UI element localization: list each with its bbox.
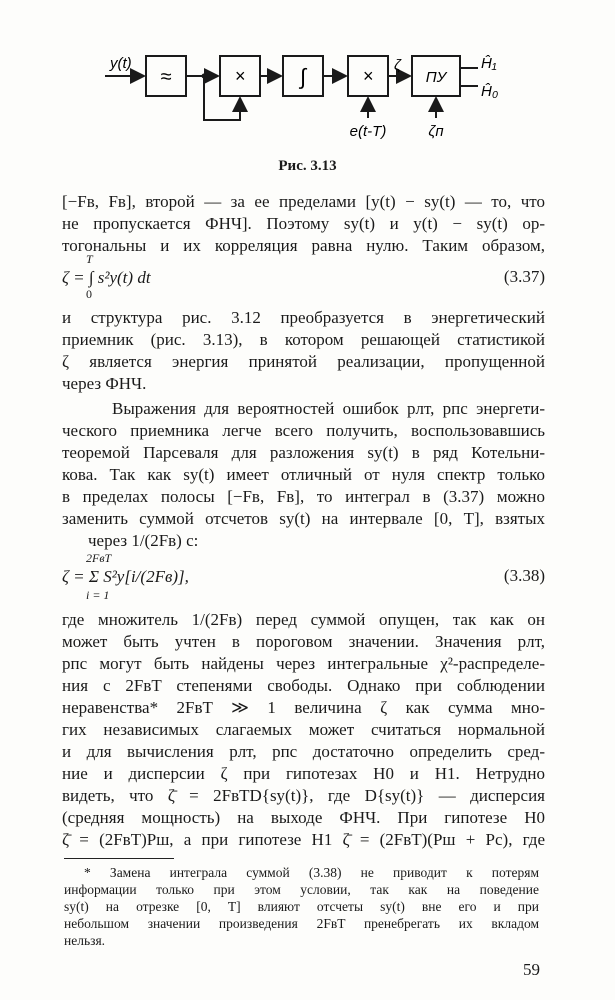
reference-label: e(t-T) xyxy=(349,123,387,140)
text-line: ния с 2FвT степенями свободы. Однако при соблюдении xyxy=(62,676,545,695)
footnote-line: небольшом значении произведения 2FвT пренебрегать их вкладом xyxy=(64,916,539,931)
eq38-upper-limit: 2FвT xyxy=(86,551,112,565)
eq38-number: (3.38) xyxy=(503,566,545,585)
zeta-label: ζ xyxy=(394,57,401,74)
text-line: ζ̄ = (2FвT)Pш, а при гипотезе H1 ζ̄ = (2FвT)(Pш + Pс), где xyxy=(62,830,545,849)
text-line: в пределах полосы [−Fв, Fв], то интеграл в (3.37) можно xyxy=(62,487,545,506)
decision-label: ПУ xyxy=(425,69,447,86)
text-line: может быть учтен в пороговом значении. Значения pлт, xyxy=(62,632,545,651)
text-line: теоремой Парсеваля для разложения sy(t) в ряд Котельни- xyxy=(62,443,545,462)
filter-symbol: ≈ xyxy=(160,66,172,88)
text-line: видеть, что ζ̄ = 2FвTD{sy(t)}, где D{sy(t)} — дисперсия xyxy=(62,786,545,805)
text-line: pпс могут быть найдены через интегральные χ²-распределе- xyxy=(62,654,545,673)
text-line: через ФНЧ. xyxy=(62,374,147,393)
text-line: гих независимых слагаемых может считаться нормальной xyxy=(62,720,545,739)
text-line: и для вычисления pлт, pпс достаточно определить сред- xyxy=(62,742,545,761)
text-line: и структура рис. 3.12 преобразуется в энергетический xyxy=(62,308,545,327)
footnote-rule xyxy=(64,858,174,859)
threshold-label: ζп xyxy=(428,123,444,140)
page-number: 59 xyxy=(523,960,540,979)
mult1-symbol: × xyxy=(234,66,246,86)
integrator-symbol: ∫ xyxy=(299,64,307,89)
output-h1: Ĥ₁ xyxy=(481,55,497,72)
figure-caption: Рис. 3.13 xyxy=(278,158,337,174)
text-line: ζ является энергия принятой реализации, пропущенной xyxy=(62,352,545,371)
text-line: ческого приемника легче всего получить, воспользовавшись xyxy=(62,421,545,440)
input-label: y(t) xyxy=(110,55,132,72)
text-line: тогональны и их корреляция равна нулю. Таким образом, xyxy=(62,236,545,255)
text-line: приемник (рис. 3.13), в котором решающей статистикой xyxy=(62,330,545,349)
text-line: [−Fв, Fв], второй — за ее пределами [y(t) − sy(t) — то, что xyxy=(62,192,545,211)
eq37-number: (3.37) xyxy=(503,267,545,286)
eq38-lower-limit: i = 1 xyxy=(86,588,110,602)
text-line: ние и дисперсии ζ при гипотезах H0 и H1. Нетрудно xyxy=(62,764,545,783)
output-h0: Ĥ₀ xyxy=(481,83,499,100)
footnote-line: * Замена интеграла суммой (3.38) не приводит к потерям xyxy=(84,865,539,880)
text-line: через 1/(2Fв) с: xyxy=(88,531,199,550)
eq37-upper-limit: T xyxy=(86,252,93,266)
block-diagram xyxy=(0,0,615,150)
text-line: не пропускается ФНЧ]. Поэтому sy(t) и y(t) − sy(t) ор- xyxy=(62,214,545,233)
text-line: кова. Так как sy(t) имеет отличный от нуля спектр только xyxy=(62,465,545,484)
mult2-symbol: × xyxy=(362,66,374,86)
eq37-body: ζ = ∫ s²y(t) dt xyxy=(62,268,151,287)
text-line: где множитель 1/(2Fв) перед суммой опущен, так как он xyxy=(62,610,545,629)
text-line: заменить суммой отсчетов sy(t) на интервале [0, T], взятых xyxy=(62,509,545,528)
eq38-body: ζ = Σ S²y[i/(2Fв)], xyxy=(62,567,189,586)
footnote-line: информации только при этом условии, так как на поведение xyxy=(64,882,539,897)
eq37-lower-limit: 0 xyxy=(86,287,92,301)
text-line: неравенства* 2FвT ≫ 1 величина ζ как сумма мно- xyxy=(62,698,545,717)
text-line: (средняя мощность) на выходе ФНЧ. При гипотезе H0 xyxy=(62,808,545,827)
footnote-line: нельзя. xyxy=(64,933,106,948)
footnote-line: sy(t) на отрезке [0, T] влияют отсчеты sy(t) вне его и при xyxy=(64,899,539,914)
text-line: Выражения для вероятностей ошибок pлт, pпс энергети- xyxy=(112,399,545,418)
